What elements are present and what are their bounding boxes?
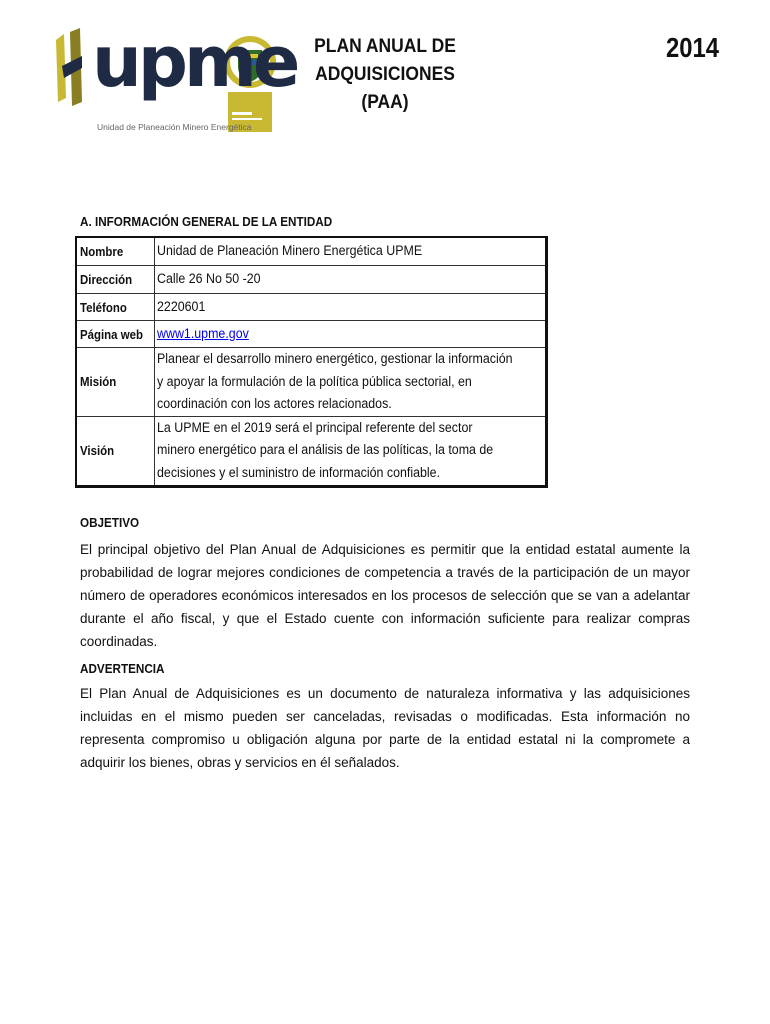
vision-line: minero energético para el análisis de las políticas, la toma de [156,442,493,458]
logo-wordmark: upme [92,21,297,103]
advertencia-text: El Plan Anual de Adquisiciones es un documento de naturaleza informativa y las adquisiciones incluidas en el mismo pueden ser canceladas, revisadas o modificadas. Esta información no representa compromiso u obligación alguna por parte de la entidad estatal ni la compromete a adquirir los bienes, obras y servicios en él señalados. [80,686,690,770]
upme-logo [52,21,297,136]
row-label: Dirección [76,266,154,294]
row-label: Visión [76,416,154,486]
table-row [76,294,547,321]
mision-line: Planear el desarrollo minero energético, gestionar la información [156,351,513,366]
table-row [76,416,547,486]
vision-line: decisiones y el suministro de información confiable. [156,464,440,480]
table-row [76,321,547,348]
mision-line: y apoyar la formulación de la política pública sectorial, en [156,373,472,389]
document-title: PLAN ANUAL DE ADQUISICIONES (PAA) [314,36,456,113]
row-value: Calle 26 No 50 -20 [154,266,546,294]
row-label: Página web [76,321,154,348]
row-value: 2220601 [154,294,546,321]
logo-tagline: Unidad de Planeación Minero Energética [97,122,252,132]
table-row [76,266,547,294]
row-label: Misión [76,348,154,417]
row-label: Teléfono [76,294,154,321]
entity-info-table [75,236,548,488]
objetivo-text: El principal objetivo del Plan Anual de Adquisiciones es permitir que la entidad estatal aumente la probabilidad de lograr mejores condiciones de competencia a través de la participación de un mayor número de operadores económicos interesados en los procesos de selección que se van a adelantar durante el año fiscal, y que el Estado cuente con información suficiente para realizar compras coordinadas. [80,542,690,649]
website-link[interactable]: www1.upme.gov [156,325,249,341]
document-year: 2014 [666,32,719,63]
section-a-title: A. INFORMACIÓN GENERAL DE LA ENTIDAD [80,214,333,229]
row-value [154,348,546,417]
objetivo-heading: OBJETIVO [80,515,140,530]
row-value: Unidad de Planeación Minero Energética UPME [154,237,546,266]
row-value [154,416,546,486]
row-label: Nombre [76,237,154,266]
vision-line: La UPME en el 2019 será el principal referente del sector [156,419,473,435]
table-row [76,348,547,417]
row-value [154,321,546,348]
mision-line: coordinación con los actores relacionados. [156,396,392,411]
advertencia-heading: ADVERTENCIA [80,661,165,676]
table-row [76,237,547,266]
